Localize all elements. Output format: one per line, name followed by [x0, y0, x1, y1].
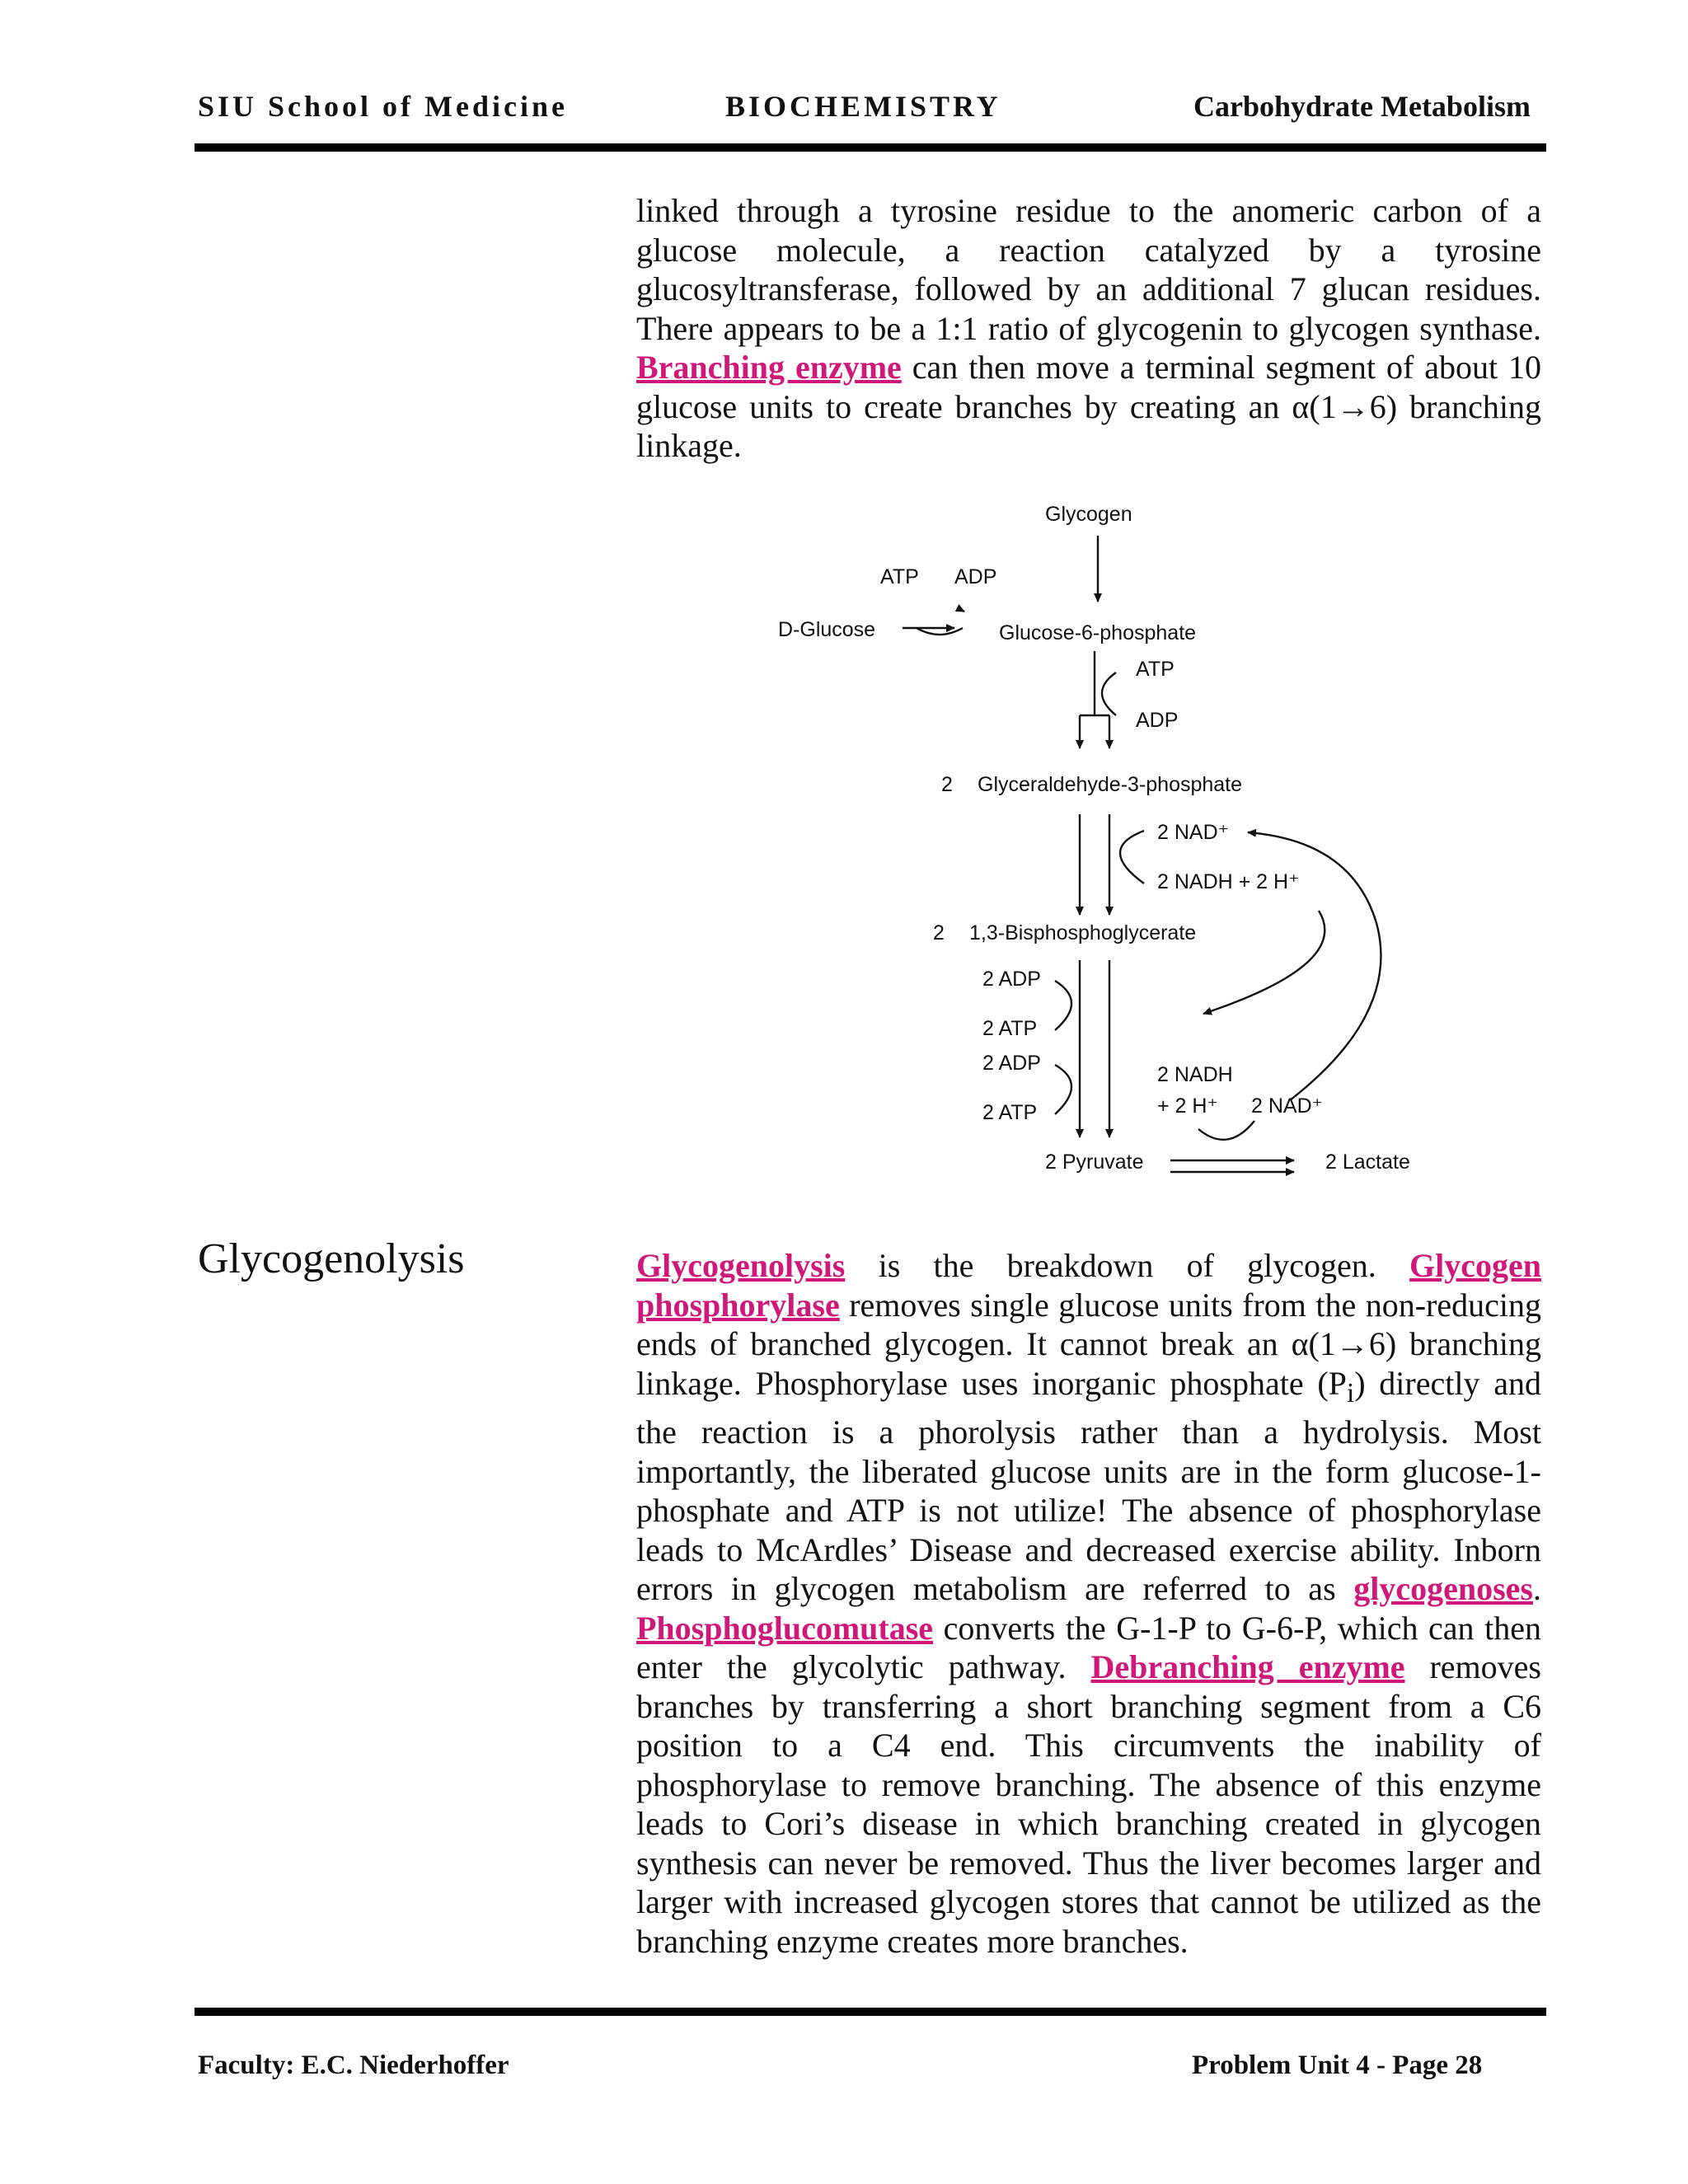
label-adp-4: 2 ADP — [982, 1052, 1041, 1075]
label-nad-2: 2 NAD⁺ — [1251, 1094, 1323, 1118]
label-atp-top: ATP — [880, 565, 919, 588]
label-atp-3: 2 ATP — [982, 1017, 1038, 1040]
para2-text-6: removes branches by transferring a short branching segment from a C6 position to a C4 end. This circumvents the inability of phosphorylase to remove branching. The absence of this enzyme leads to Cori’s disease in which branching created in glycogen synthesis can never be removed. Thus the liver becomes larger and larger with increased glycogen stores that cannot be utilized as the branching enzyme creates more branches. — [636, 1648, 1541, 1960]
term-glycogenolysis[interactable]: Glycogenolysis — [636, 1247, 846, 1284]
label-two-a: 2 — [941, 773, 953, 796]
label-nadh-1: 2 NADH + 2 H⁺ — [1157, 870, 1300, 893]
label-two-b: 2 — [933, 921, 945, 944]
term-branching-enzyme[interactable]: Branching enzyme — [636, 349, 902, 386]
curve-atp-adp-1 — [917, 628, 963, 635]
label-lactate: 2 Lactate — [1325, 1151, 1410, 1174]
curve-nadh-to-lactate — [1203, 911, 1325, 1014]
label-adp-top: ADP — [954, 565, 997, 588]
label-bpg: 1,3-Bisphosphoglycerate — [969, 921, 1197, 944]
footer-faculty: Faculty: E.C. Niederhoffer — [198, 2050, 509, 2080]
label-g3p: Glyceraldehyde-3-phosphate — [978, 773, 1243, 796]
paragraph-glycogen-synthesis — [636, 191, 1541, 466]
para2-text-4: . — [1533, 1570, 1541, 1607]
curve-nadh-nad-2 — [1198, 1121, 1254, 1140]
label-atp-4: 2 ATP — [982, 1101, 1038, 1124]
para1-text-b: can then move a terminal segment of about 10 glucose units to create branches by creating an α(1→6) branching linkage. — [636, 349, 1542, 464]
section-heading-glycogenolysis: Glycogenolysis — [198, 1235, 465, 1282]
curve-nad-nadh-1 — [1120, 831, 1144, 883]
para1-text-a: linked through a tyrosine residue to the anomeric carbon of a glucose molecule, a reaction catalyzed by a tyrosine glucosyltransferase, followed by an additional 7 glucan residues. There appears to be a 1:1 ratio of glycogenin to glycogen synthase. — [636, 192, 1541, 347]
para2-text-2: removes single glucose units from the non-reducing ends of branched glycogen. It cannot break an α(1→6) branching linkage. Phosphorylase uses inorganic phosphate (P — [636, 1286, 1541, 1402]
subscript-i: i — [1346, 1377, 1355, 1408]
term-debranching-enzyme[interactable]: Debranching enzyme — [1090, 1648, 1405, 1685]
glycolysis-diagram — [742, 486, 1451, 1195]
footer-rule — [195, 2008, 1546, 2016]
term-phosphoglucomutase[interactable]: Phosphoglucomutase — [636, 1609, 934, 1647]
paragraph-glycogenolysis — [636, 1246, 1541, 1961]
footer-page-number: Problem Unit 4 - Page 28 — [1192, 2050, 1483, 2080]
label-atp-2: ATP — [1136, 658, 1175, 681]
label-adp-2: ADP — [1136, 709, 1179, 732]
label-glycogen: Glycogen — [1045, 503, 1132, 526]
curve-adp-atp-2 — [1055, 1065, 1071, 1114]
para2-text-5: converts the G-1-P to G-6-P, which can then enter the glycolytic pathway. — [636, 1609, 1541, 1685]
term-glycogen-phosphorylase[interactable]: Glycogen phosphorylase — [636, 1247, 1541, 1324]
header-subject: BIOCHEMISTRY — [725, 90, 1001, 123]
header-topic: Carbohydrate Metabolism — [1193, 90, 1531, 123]
curve-atp-adp-2 — [1102, 673, 1116, 715]
curve-adp-atp-1 — [1055, 981, 1071, 1030]
para2-text-3: ) directly and the reaction is a phorolysis rather than a hydrolysis. Most importantly, the liberated glucose units are in the form glucose-1-phosphate and ATP is not utilize! The absence of phosphorylase leads to McArdles’ Disease and decreased exercise ability. Inborn errors in glycogen metabolism are referred to as — [636, 1364, 1542, 1607]
label-nadh-2: 2 NADH — [1157, 1063, 1233, 1086]
para2-text-1: is the breakdown of glycogen. — [845, 1247, 1410, 1284]
label-pyruvate: 2 Pyruvate — [1045, 1151, 1144, 1174]
label-d-glucose: D-Glucose — [778, 618, 876, 641]
header-rule — [195, 143, 1546, 152]
label-nad-1: 2 NAD⁺ — [1157, 821, 1229, 844]
header-institution: SIU School of Medicine — [198, 90, 569, 123]
term-glycogenoses[interactable]: glycogenoses — [1353, 1570, 1533, 1607]
label-g6p: Glucose-6-phosphate — [999, 621, 1197, 644]
label-h-2: + 2 H⁺ — [1157, 1094, 1218, 1118]
label-adp-3: 2 ADP — [982, 968, 1041, 991]
